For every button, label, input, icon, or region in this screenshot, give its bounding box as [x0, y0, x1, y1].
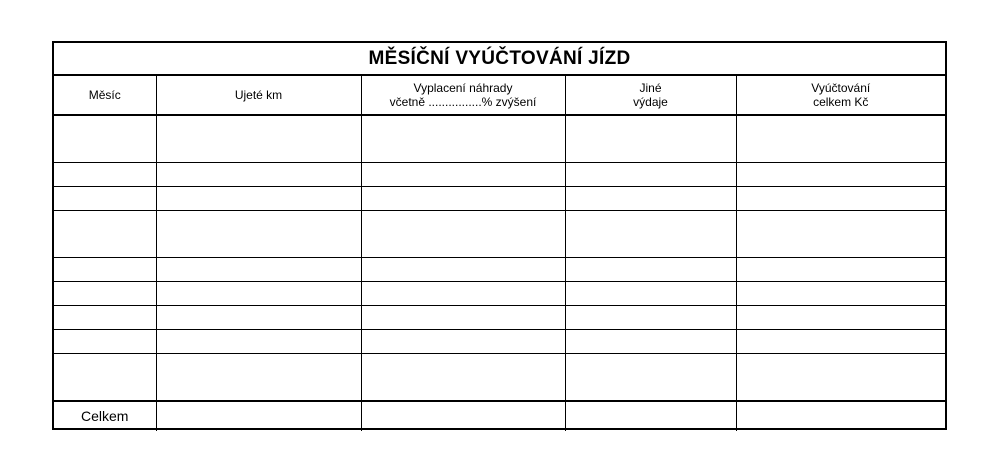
table-cell[interactable]	[361, 281, 565, 305]
header-reimbursement-line1: Vyplacení náhrady	[413, 81, 513, 95]
table-cell[interactable]	[565, 257, 736, 281]
table-row	[54, 186, 945, 210]
table-cell[interactable]	[54, 353, 156, 401]
table-cell[interactable]	[565, 210, 736, 257]
header-other-expenses	[565, 76, 736, 115]
total-km-cell[interactable]	[156, 401, 361, 431]
header-other-expenses-line2: výdaje	[633, 95, 668, 109]
table-cell[interactable]	[565, 186, 736, 210]
table-cell[interactable]	[736, 353, 945, 401]
total-label: Celkem	[81, 408, 129, 424]
total-reimbursement-cell[interactable]	[361, 401, 565, 431]
table-cell[interactable]	[736, 329, 945, 353]
table-cell[interactable]	[54, 115, 156, 162]
table-cell[interactable]	[361, 186, 565, 210]
total-other-expenses-cell[interactable]	[565, 401, 736, 431]
header-month	[54, 76, 156, 115]
table-cell[interactable]	[736, 257, 945, 281]
total-row	[54, 401, 945, 431]
table-cell[interactable]	[156, 186, 361, 210]
table-cell[interactable]	[736, 305, 945, 329]
header-row	[54, 76, 945, 115]
table-row	[54, 353, 945, 401]
header-total-czk-line2: celkem Kč	[813, 95, 869, 109]
table-row	[54, 329, 945, 353]
table-cell[interactable]	[54, 329, 156, 353]
table-cell[interactable]	[736, 115, 945, 162]
table-row	[54, 115, 945, 162]
header-km	[156, 76, 361, 115]
table-cell[interactable]	[361, 305, 565, 329]
table-cell[interactable]	[565, 329, 736, 353]
table-cell[interactable]	[361, 162, 565, 186]
table-cell[interactable]	[565, 353, 736, 401]
table-cell[interactable]	[156, 210, 361, 257]
table-row	[54, 162, 945, 186]
monthly-travel-statement-form	[52, 41, 947, 430]
table-cell[interactable]	[54, 162, 156, 186]
table-cell[interactable]	[361, 115, 565, 162]
table-cell[interactable]	[54, 186, 156, 210]
table-cell[interactable]	[54, 210, 156, 257]
table-cell[interactable]	[54, 257, 156, 281]
header-other-expenses-line1: Jiné	[639, 81, 662, 95]
table-cell[interactable]	[736, 210, 945, 257]
header-km-label: Ujeté km	[234, 88, 283, 102]
table-cell[interactable]	[54, 281, 156, 305]
table-cell[interactable]	[565, 115, 736, 162]
table-cell[interactable]	[156, 329, 361, 353]
table-row	[54, 305, 945, 329]
table-cell[interactable]	[156, 305, 361, 329]
header-month-label: Měsíc	[88, 88, 121, 102]
table-cell[interactable]	[156, 257, 361, 281]
table-row	[54, 281, 945, 305]
table-cell[interactable]	[361, 210, 565, 257]
total-sum-cell[interactable]	[736, 401, 945, 431]
table-cell[interactable]	[361, 329, 565, 353]
statement-table	[54, 76, 945, 431]
table-cell[interactable]	[156, 115, 361, 162]
header-total-czk	[736, 76, 945, 115]
table-cell[interactable]	[736, 281, 945, 305]
table-cell[interactable]	[54, 305, 156, 329]
table-cell[interactable]	[361, 353, 565, 401]
header-total-czk-line1: Vyúčtování	[811, 81, 871, 95]
table-row	[54, 210, 945, 257]
header-reimbursement-line2: včetně ................% zvýšení	[389, 95, 537, 109]
table-cell[interactable]	[565, 281, 736, 305]
table-cell[interactable]	[565, 305, 736, 329]
table-cell[interactable]	[361, 257, 565, 281]
table-cell[interactable]	[736, 162, 945, 186]
form-title: MĚSÍČNÍ VYÚČTOVÁNÍ JÍZD	[54, 43, 945, 76]
total-label-cell	[54, 401, 156, 431]
header-reimbursement	[361, 76, 565, 115]
table-cell[interactable]	[156, 353, 361, 401]
table-cell[interactable]	[156, 162, 361, 186]
table-cell[interactable]	[156, 281, 361, 305]
table-cell[interactable]	[565, 162, 736, 186]
table-cell[interactable]	[736, 186, 945, 210]
table-row	[54, 257, 945, 281]
